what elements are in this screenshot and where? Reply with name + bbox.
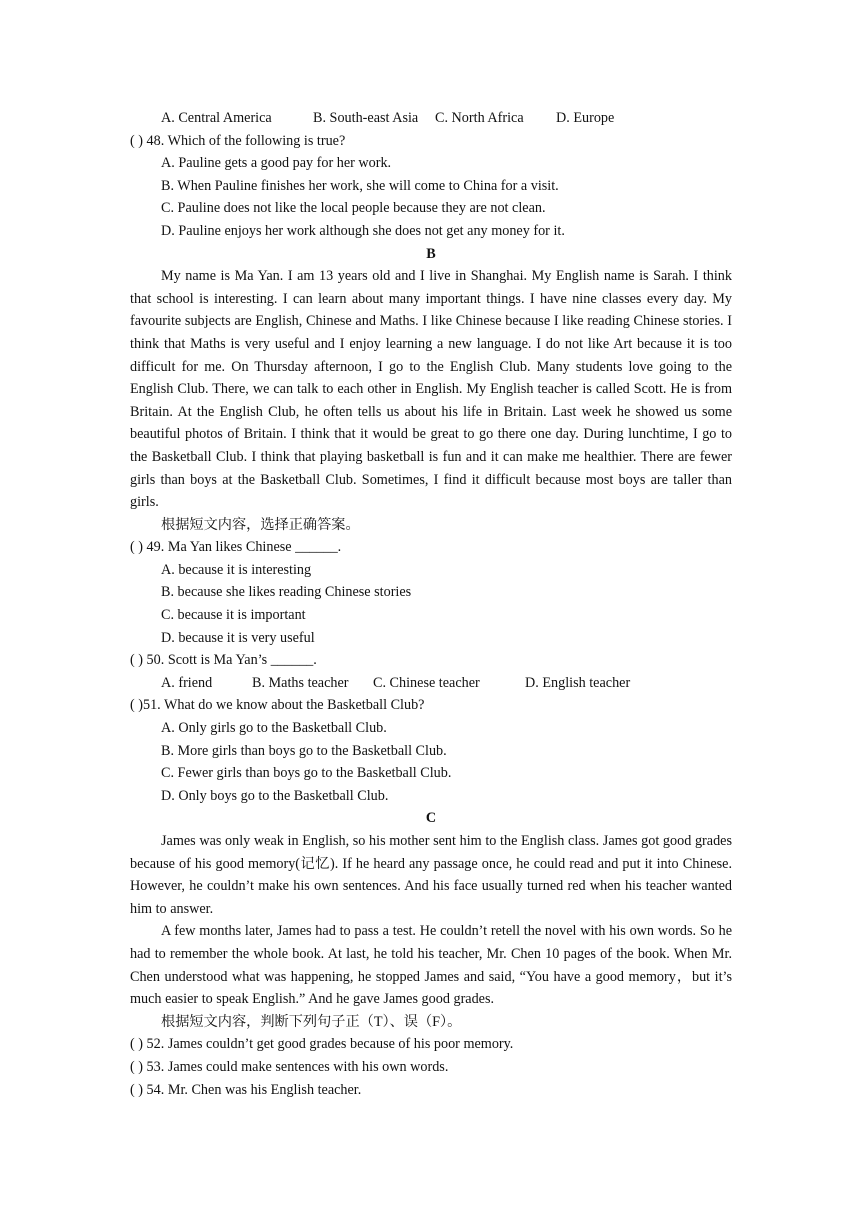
q49-option-d[interactable]: D. because it is very useful	[161, 629, 315, 646]
q48-stem: ( ) 48. Which of the following is true?	[130, 132, 346, 149]
q47-option-d[interactable]: D. Europe	[556, 110, 615, 126]
q51-option-d[interactable]: D. Only boys go to the Basketball Club.	[161, 787, 389, 804]
q51-option-c[interactable]: C. Fewer girls than boys go to the Basketball Club.	[161, 765, 452, 782]
q49-stem: ( ) 49. Ma Yan likes Chinese ______.	[130, 539, 342, 556]
q49-option-c[interactable]: C. because it is important	[161, 607, 306, 624]
section-c-instruction: 根据短文内容，判断下列句子正（T）、误（F）。	[161, 1013, 462, 1030]
section-b-heading: B	[426, 245, 436, 262]
q49-option-a[interactable]: A. because it is interesting	[161, 561, 312, 578]
document-page	[130, 107, 732, 1101]
q48-option-a[interactable]: A. Pauline gets a good pay for her work.	[161, 155, 392, 172]
q48-option-b[interactable]: B. When Pauline finishes her work, she will come to China for a visit.	[161, 177, 559, 194]
statement-54[interactable]: ( ) 54. Mr. Chen was his English teacher.	[130, 1081, 362, 1098]
q51-stem: ( )51. What do we know about the Basketball Club?	[130, 697, 425, 714]
q49-option-b[interactable]: B. because she likes reading Chinese stories	[161, 584, 412, 601]
q51-option-b[interactable]: B. More girls than boys go to the Basketball Club.	[161, 742, 447, 759]
q50-options	[130, 672, 732, 695]
q50-option-c[interactable]: C. Chinese teacher	[373, 674, 480, 691]
q51-option-a[interactable]: A. Only girls go to the Basketball Club.	[161, 720, 387, 737]
q48-option-c[interactable]: C. Pauline does not like the local people because they are not clean.	[161, 200, 546, 217]
statement-53[interactable]: ( ) 53. James could make sentences with his own words.	[130, 1058, 449, 1075]
q50-stem: ( ) 50. Scott is Ma Yan’s ______.	[130, 652, 317, 669]
section-b-passage: My name is Ma Yan. I am 13 years old and I live in Shanghai. My English name is Sarah. I think that school is interesting. I can learn about many important things. I have nine classes every day. My favourite subjects are English, Chinese and Maths. I like Chinese because I like reading Chinese stories. I think that Maths is very useful and I enjoy learning a new language. I do not like Art because it is too difficult for me. On Thursday afternoon, I go to the English Club. Many students love going to the English Club. There, we can talk to each other in English. My English teacher is called Scott. He is from Britain. At the English Club, he often tells us about his life in Britain. Last week he showed us some beautiful photos of Britain. I think that it would be great to go there one day. During lunchtime, I go to the Basketball Club. I think that playing basketball is fun and it can make me healthier. There are fewer girls than boys at the Basketball Club. Sometimes, I find it difficult because most boys are taller than girls.	[130, 268, 732, 511]
q50-option-a[interactable]: A. friend	[161, 674, 213, 691]
section-b-instruction: 根据短文内容，选择正确答案。	[161, 516, 360, 533]
section-c-heading: C	[425, 810, 437, 827]
q50-option-d[interactable]: D. English teacher	[525, 674, 631, 691]
q48-option-d[interactable]: D. Pauline enjoys her work although she does not get any money for it.	[161, 222, 565, 239]
section-c-passage-1: James was only weak in English, so his mother sent him to the English class. James got good grades because of his good memory(记忆). If he heard any passage once, he could read and put it into Chinese. However, he couldn’t make his own sentences. And his face usually turned red when his teacher wanted him to answer.	[130, 833, 732, 917]
q50-option-b[interactable]: B. Maths teacher	[252, 674, 349, 691]
q47-option-b[interactable]: B. South-east Asia	[313, 110, 419, 126]
q47-option-a[interactable]: A. Central America	[161, 110, 272, 126]
q47-options	[130, 107, 732, 130]
section-c-passage-2: A few months later, James had to pass a test. He couldn’t retell the novel with his own words. So he had to remember the whole book. At last, he told his teacher, Mr. Chen 10 pages of the book. When Mr. Chen understood what was happening, he stopped James and said, “You have a good memory，but it’s much easier to speak English.” And he gave James good grades.	[130, 923, 732, 1008]
statement-52[interactable]: ( ) 52. James couldn’t get good grades because of his poor memory.	[130, 1036, 514, 1053]
q47-option-c[interactable]: C. North Africa	[435, 110, 524, 126]
